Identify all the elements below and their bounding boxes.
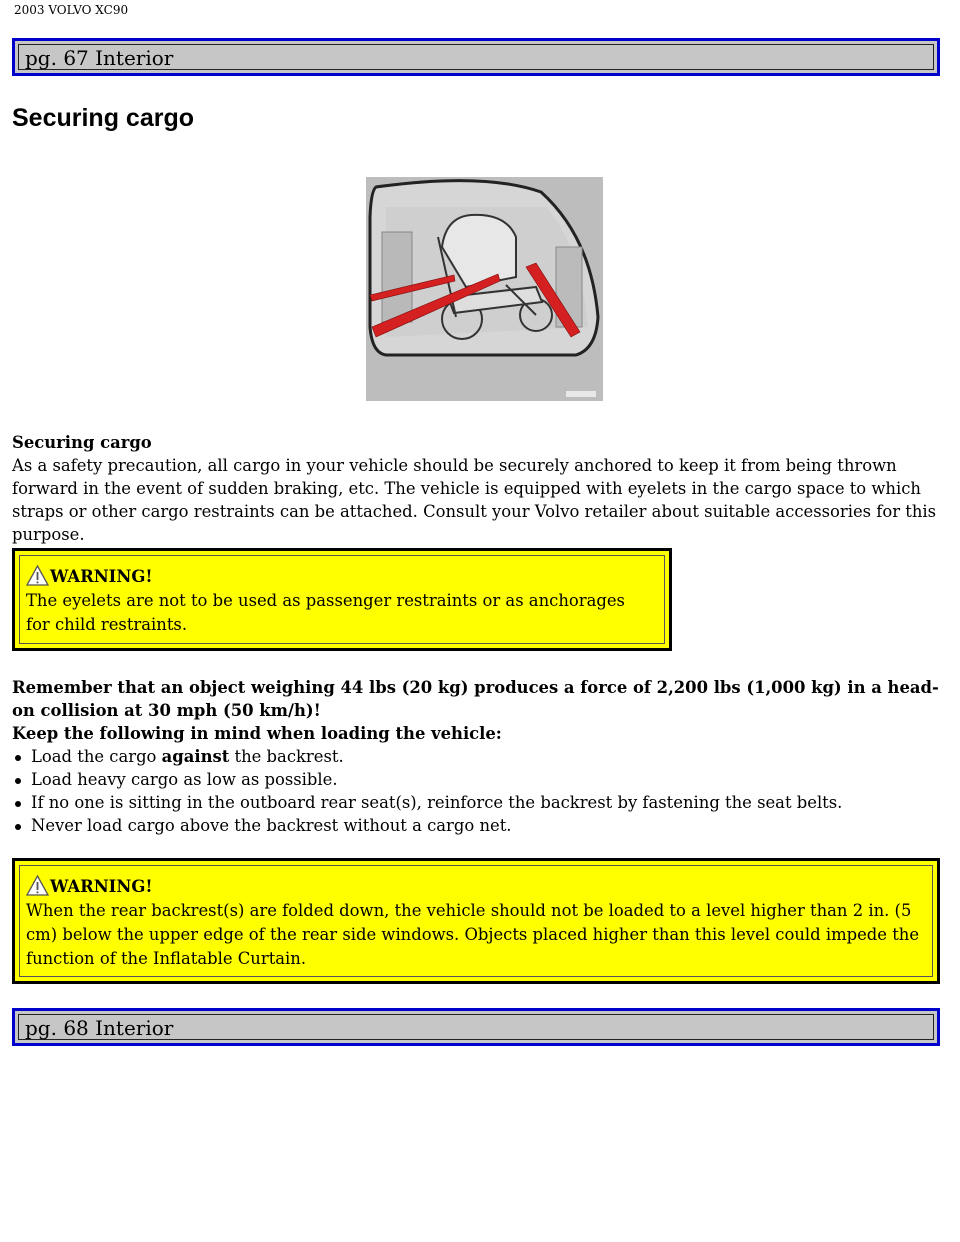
page-bar-label: pg. 67 Interior — [18, 44, 934, 70]
warning-text: When the rear backrest(s) are folded down, the vehicle should not be loaded to a level higher than 2 in. (5 cm) below the upper edge of the rear side windows. Objects placed higher than this level could impede the function of the Inflatable Curtain. — [26, 901, 920, 968]
list-item: If no one is sitting in the outboard rear seat(s), reinforce the backrest by fastening the seat belts. — [12, 791, 942, 814]
section-heading: Securing cargo — [12, 433, 152, 452]
page-title: Securing cargo — [12, 104, 194, 132]
warning-triangle-icon — [26, 875, 49, 896]
loading-tips-list — [12, 745, 942, 837]
warning-title: WARNING! — [50, 877, 153, 896]
cargo-strap-illustration-icon — [366, 177, 603, 401]
list-item: Load the cargo against the backrest. — [12, 745, 942, 768]
warning-title: WARNING! — [50, 567, 153, 586]
warning-box-2 — [12, 858, 940, 984]
reminder-text: Remember that an object weighing 44 lbs (20 kg) produces a force of 2,200 lbs (1,000 kg) in a head-on collision at 30 mph (50 km/h)! — [12, 678, 939, 720]
list-item: Load heavy cargo as low as possible. — [12, 768, 942, 791]
warning-text: The eyelets are not to be used as passenger restraints or as anchorages for child restraints. — [26, 591, 625, 634]
keep-in-mind-text: Keep the following in mind when loading the vehicle: — [12, 724, 502, 743]
cargo-illustration — [366, 177, 603, 401]
page-bar-label: pg. 68 Interior — [18, 1014, 934, 1040]
section-block — [12, 431, 942, 546]
section-paragraph: As a safety precaution, all cargo in your vehicle should be securely anchored to keep it from being thrown forward in the event of sudden braking, etc. The vehicle is equipped with eyelets in the cargo space to which straps or other cargo restraints can be attached. Consult your Volvo retailer about suitable accessories for this purpose. — [12, 456, 937, 544]
list-item: Never load cargo above the backrest without a cargo net. — [12, 814, 942, 837]
document-header: 2003 VOLVO XC90 — [14, 3, 129, 17]
page-bar-bottom[interactable] — [12, 1008, 940, 1046]
warning-triangle-icon — [26, 565, 49, 586]
warning-box-1 — [12, 548, 672, 651]
page-bar-top[interactable] — [12, 38, 940, 76]
loading-guidance — [12, 676, 942, 837]
